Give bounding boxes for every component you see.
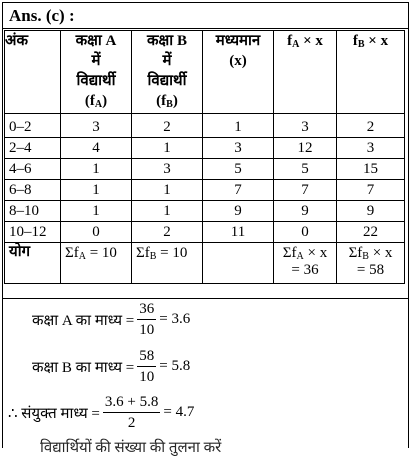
sum-label: योग [5,243,61,284]
table-cell: 7 [203,180,274,201]
table-cell: 5 [203,159,274,180]
table-cell: 3 [274,114,337,138]
table-cell: 0–2 [5,114,61,138]
sum-fb: $\Sigma f_B = 10$ [132,243,203,284]
table-cell: 1 [203,114,274,138]
table-cell: 2 [337,114,405,138]
table-cell: 9 [203,201,274,222]
table-cell: 11 [203,222,274,243]
table-cell: 7 [337,180,405,201]
sum-fb-x: $\Sigma f_B \times x$ = 58 [337,243,405,284]
table-cell: 3 [132,159,203,180]
sum-fa-x: $\Sigma f_A \times x$ = 36 [274,243,337,284]
divider [3,28,408,29]
table-cell: 0 [61,222,132,243]
header-midpoint: मध्यमान (x) [203,31,274,114]
divider [3,298,408,299]
table-cell: 1 [61,159,132,180]
sum-row [5,243,405,284]
table-row [5,159,405,180]
header-fb-x: $f_B \times x$ [337,31,405,114]
table-cell: 1 [132,201,203,222]
sum-empty-cell [203,243,274,284]
table-row [5,222,405,243]
table-cell: 6–8 [5,180,61,201]
table-cell: 7 [274,180,337,201]
table-cell: 3 [61,114,132,138]
table-cell: 3 [337,138,405,159]
table-cell: 15 [337,159,405,180]
frequency-table [4,30,405,284]
sum-fa: $\Sigma f_A = 10$ [61,243,132,284]
table-cell: 9 [337,201,405,222]
table-row [5,114,405,138]
table-cell: 2–4 [5,138,61,159]
table-cell: 9 [274,201,337,222]
table-cell: 2 [132,222,203,243]
header-marks: अंक [5,31,61,114]
cut-off-text: विद्यार्थियों की संख्या की तुलना करें [40,440,222,456]
combined-mean: ∴ संयुक्त माध्य = $\frac{3.6 + 5.8}{2}$ = 4.7 [8,394,195,431]
mean-class-b: कक्षा B का माध्य = $\frac{58}{10}$ = 5.8 [32,348,191,385]
table-cell: 1 [132,180,203,201]
header-class-a: कक्षा A में विद्यार्थी $(f_A)$ [61,31,132,114]
table-cell: 12 [274,138,337,159]
mean-class-a: कक्षा A का माध्य = $\frac{36}{10}$ = 3.6 [32,301,191,338]
table-cell: 10–12 [5,222,61,243]
table-row [5,138,405,159]
header-class-b: कक्षा B में विद्यार्थी $(f_B)$ [132,31,203,114]
table-cell: 8–10 [5,201,61,222]
table-cell: 22 [337,222,405,243]
answer-label: Ans. (c) : [9,6,75,25]
table-cell: 1 [132,138,203,159]
header-row [5,31,405,114]
table-cell: 1 [61,180,132,201]
table-row [5,180,405,201]
header-fa-x: $f_A \times x$ [274,31,337,114]
table-cell: 0 [274,222,337,243]
table-cell: 2 [132,114,203,138]
table-cell: 4–6 [5,159,61,180]
table-cell: 4 [61,138,132,159]
table-cell: 5 [274,159,337,180]
table-row [5,201,405,222]
table-cell: 1 [61,201,132,222]
table-cell: 3 [203,138,274,159]
